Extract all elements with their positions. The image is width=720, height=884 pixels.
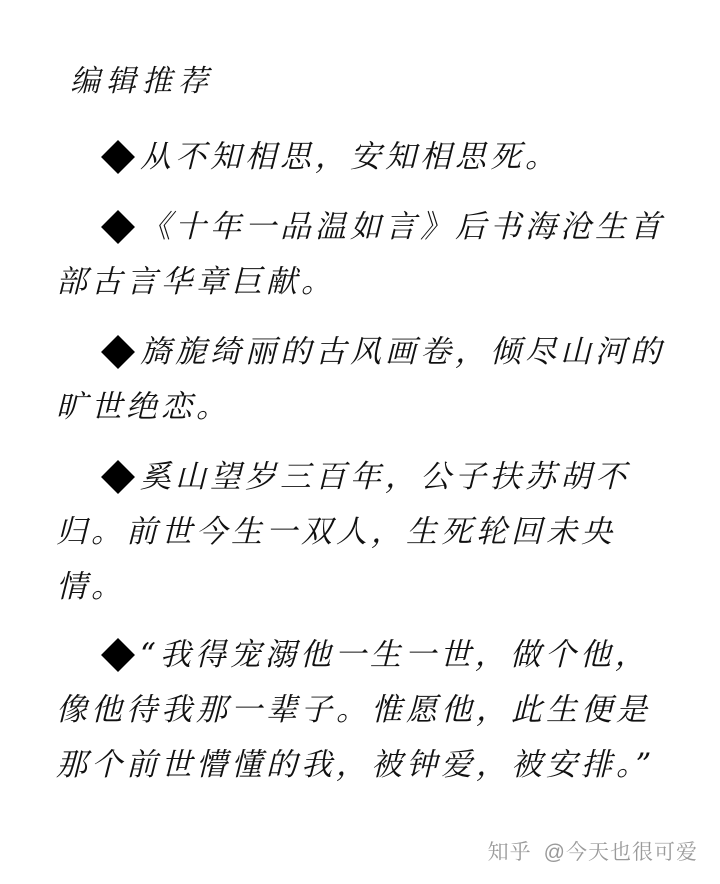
paragraph-text: 从不知相思，安知相思死。 (140, 139, 560, 175)
recommendation-paragraph-4 (56, 450, 676, 615)
black-diamond-icon (101, 140, 135, 174)
recommendation-paragraph-1 (56, 130, 676, 185)
black-diamond-icon (101, 638, 135, 672)
black-diamond-icon (101, 335, 135, 369)
paragraph-text: 奚山望岁三百年，公子扶苏胡不归。前世今生一双人，生死轮回未央情。 (56, 459, 630, 605)
paragraph-text: 旖旎绮丽的古风画卷，倾尽山河的旷世绝恋。 (56, 334, 665, 425)
recommendation-paragraph-3 (56, 325, 676, 435)
watermark-site: 知乎 (487, 841, 532, 864)
watermark (488, 836, 698, 866)
recommendation-paragraph-5 (56, 628, 676, 793)
watermark-author: @今天也很可爱 (543, 841, 698, 864)
recommendation-paragraph-2 (56, 200, 676, 310)
section-heading: 编辑推荐 (70, 64, 214, 99)
paragraph-text: 《十年一品温如言》后书海沧生首部古言华章巨献。 (56, 209, 665, 300)
paragraph-text: “我得宠溺他一生一世，做个他，像他待我那一辈子。惟愿他，此生便是那个前世懵懂的我，被钟爱，被安排。” (56, 637, 656, 783)
black-diamond-icon (101, 460, 135, 494)
black-diamond-icon (101, 210, 135, 244)
